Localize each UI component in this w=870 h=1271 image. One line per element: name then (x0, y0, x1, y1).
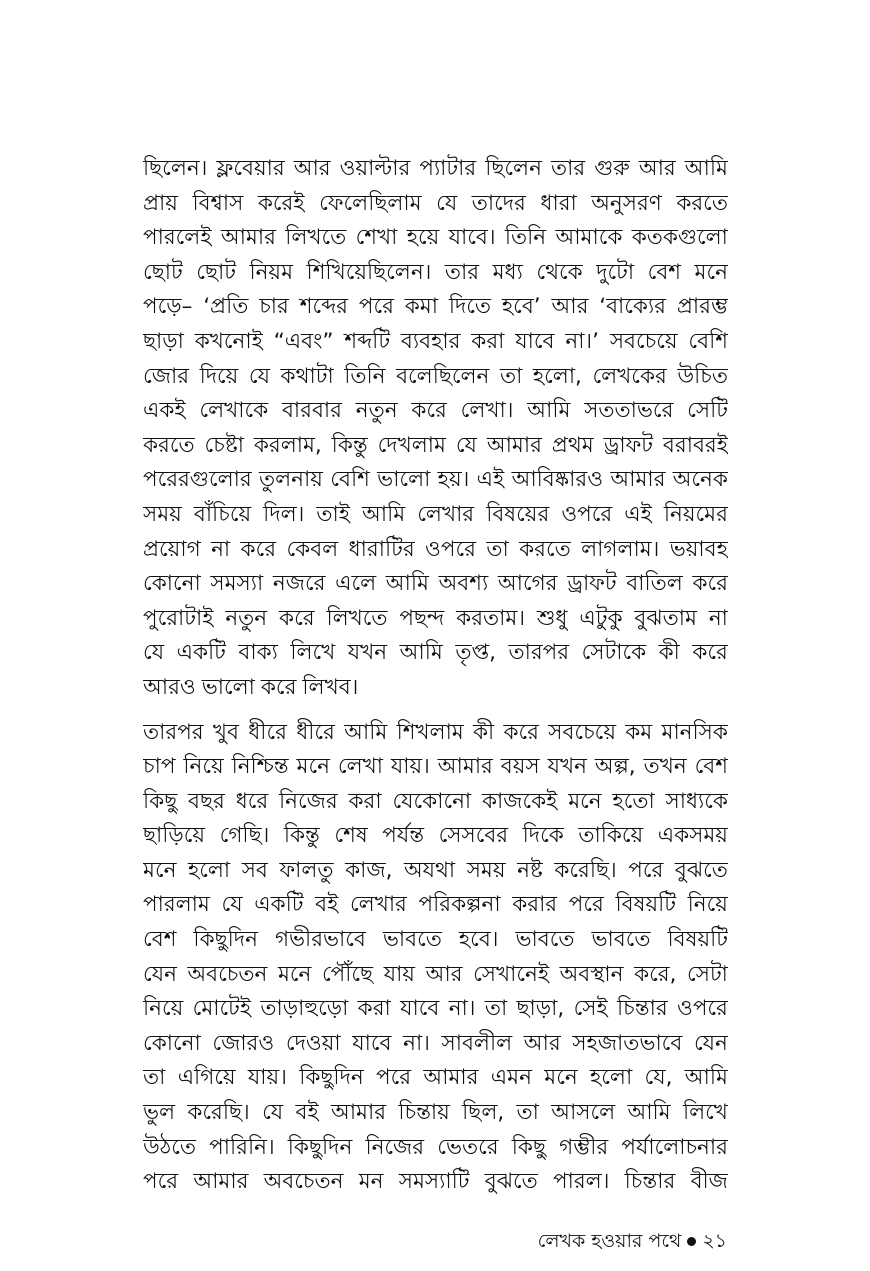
text-line: কোনো জোরও দেওয়া যাবে না। সাবলীল আর সহজাতভাবে যেন (143, 1030, 728, 1056)
text-line: পারলাম যে একটি বই লেখার পরিকল্পনা করার পরে বিষয়টি নিয়ে (143, 892, 728, 918)
text-line: আরও ভালো করে লিখব। (143, 674, 359, 700)
text-line: তা এগিয়ে যায়। কিছুদিন পরে আমার এমন মনে হলো যে, আমি (143, 1065, 728, 1091)
text-line: নিয়ে মোটেই তাড়াহুড়ো করা যাবে না। তা ছাড়া, সেই চিন্তার ওপরে (143, 996, 728, 1022)
paragraph (143, 716, 728, 1200)
text-line: উঠতে পারিনি। কিছুদিন নিজের ভেতরে কিছু গম্ভীর পর্যালোচনার (143, 1134, 728, 1160)
text-line: তারপর খুব ধীরে ধীরে আমি শিখলাম কী করে সবচেয়ে কম মানসিক (143, 719, 728, 745)
paragraph (143, 152, 728, 706)
text-line: যেন অবচেতন মনে পৌঁছে যায় আর সেখানেই অবস্থান করে, সেটা (143, 961, 728, 987)
text-line: যে একটি বাক্য লিখে যখন আমি তৃপ্ত, তারপর সেটাকে কী করে (143, 640, 728, 666)
text-line: পুরোটাই নতুন করে লিখতে পছন্দ করতাম। শুধু এটুকু বুঝতাম না (143, 605, 728, 631)
text-line: জোর দিয়ে যে কথাটা তিনি বলেছিলেন তা হলো, লেখকের উচিত (143, 363, 728, 389)
text-line: ছোট ছোট নিয়ম শিখিয়েছিলেন। তার মধ্য থেকে দুটো বেশ মনে (143, 259, 728, 285)
text-line: প্রয়োগ না করে কেবল ধারাটির ওপরে তা করতে লাগলাম। ভয়াবহ (143, 536, 728, 562)
text-line: প্রায় বিশ্বাস করেই ফেলেছিলাম যে তাদের ধারা অনুসরণ করতে (143, 190, 728, 216)
text-line: পরেরগুলোর তুলনায় বেশি ভালো হয়। এই আবিষ্কারও আমার অনেক (143, 467, 728, 493)
page-number: ২১ (702, 1230, 727, 1252)
text-line: পারলেই আমার লিখতে শেখা হয়ে যাবে। তিনি আমাকে কতকগুলো (143, 225, 728, 251)
bullet-icon (687, 1237, 696, 1246)
text-line: পড়ে– ‘প্রতি চার শব্দের পরে কমা দিতে হবে’ আর ‘বাক্যের প্রারম্ভ (143, 294, 728, 320)
running-title: লেখক হওয়ার পথে (537, 1230, 682, 1252)
text-line: কোনো সমস্যা নজরে এলে আমি অবশ্য আগের ড্রাফট বাতিল করে (143, 571, 728, 597)
text-line: পরে আমার অবচেতন মন সমস্যাটি বুঝতে পারল। চিন্তার বীজ (143, 1169, 728, 1195)
text-line: কিছু বছর ধরে নিজের করা যেকোনো কাজকেই মনে হতো সাধ্যকে (143, 788, 728, 814)
text-line: একই লেখাকে বারবার নতুন করে লেখা। আমি সততাভরে সেটি (143, 398, 728, 424)
text-line: বেশ কিছুদিন গভীরভাবে ভাবতে হবে। ভাবতে ভাবতে বিষয়টি (143, 927, 728, 953)
text-line: চাপ নিয়ে নিশ্চিন্ত মনে লেখা যায়। আমার বয়স যখন অল্প, তখন বেশ (143, 754, 728, 780)
paragraph-gap (143, 706, 728, 716)
page-footer (538, 1228, 727, 1254)
body-text (143, 152, 728, 1200)
text-line: ছাড়া কখনোই “এবং” শব্দটি ব্যবহার করা যাবে না।’ সবচেয়ে বেশি (143, 328, 728, 354)
text-line: ভুল করেছি। যে বই আমার চিন্তায় ছিল, তা আসলে আমি লিখে (143, 1100, 728, 1126)
text-line: ছিলেন। ফ্লবেয়ার আর ওয়াল্টার প্যাটার ছিলেন তার গুরু আর আমি (143, 156, 728, 181)
text-line: ছাড়িয়ে গেছি। কিন্তু শেষ পর্যন্ত সেসবের দিকে তাকিয়ে একসময় (143, 823, 728, 849)
text-line: সময় বাঁচিয়ে দিল। তাই আমি লেখার বিষয়ের ওপরে এই নিয়মের (143, 501, 728, 527)
text-line: মনে হলো সব ফালতু কাজ, অযথা সময় নষ্ট করেছি। পরে বুঝতে (143, 857, 728, 883)
text-line: করতে চেষ্টা করলাম, কিন্তু দেখলাম যে আমার প্রথম ড্রাফট বরাবরই (143, 432, 728, 458)
